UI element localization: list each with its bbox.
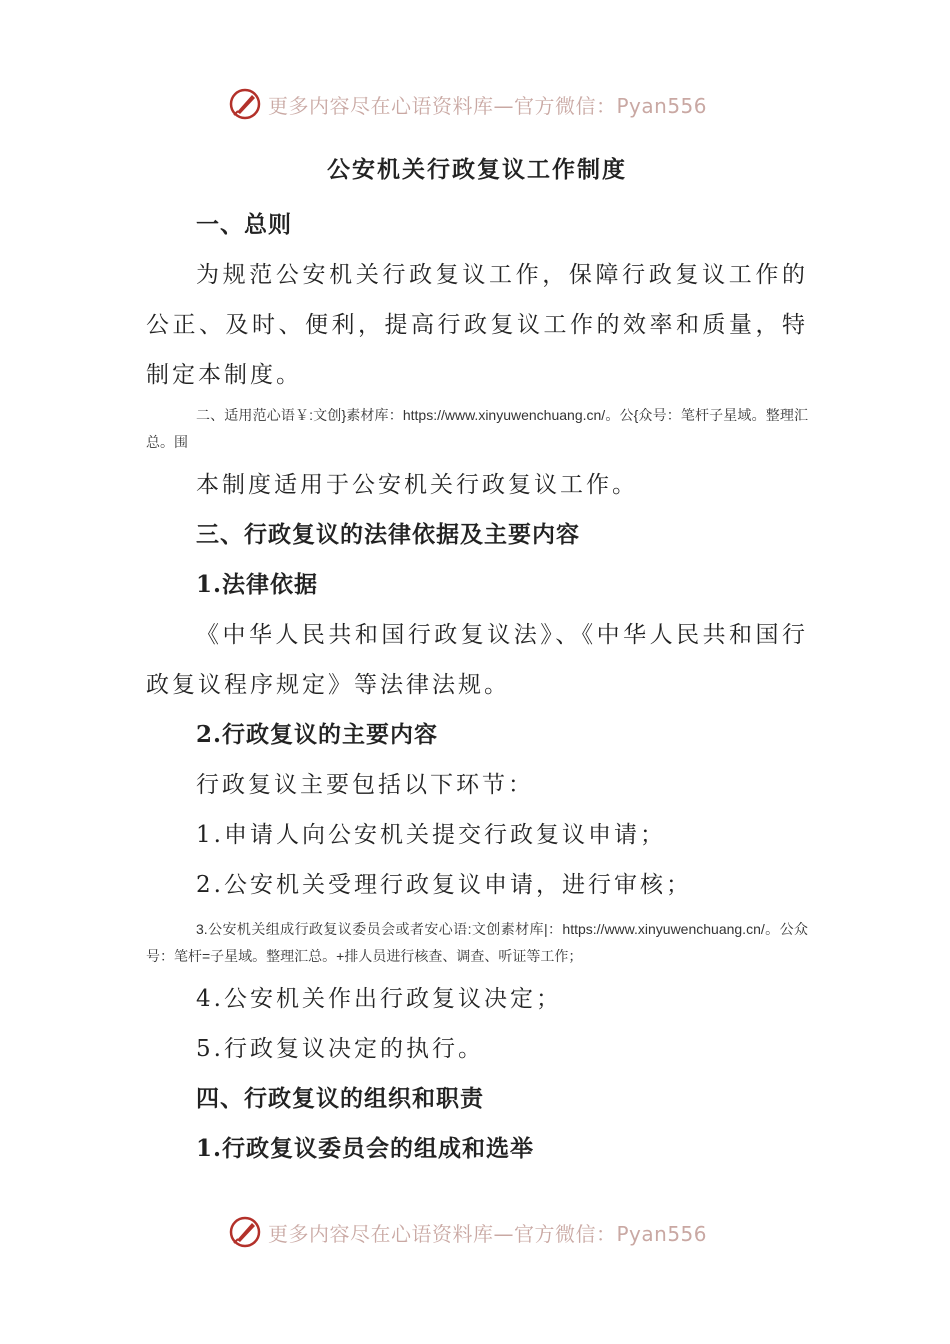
section-heading-legal-basis: 三、行政复议的法律依据及主要内容 [196,521,580,548]
paragraph-purpose: 为规范公安机关行政复议工作，保障行政复议工作的公正、及时、便利，提高行政复议工作的效率和质量，特制定本制度。 [146,262,808,388]
document-title: 公安机关行政复议工作制度 [327,156,627,183]
paragraph-steps-intro: 行政复议主要包括以下环节： [196,772,534,798]
list-item-3: 3.公安机关组成行政复议委员会或者安心语:文创素材库|：https://www.xinyuwenchuang.cn/。公众号：笔杆=子星域。整理汇总。+排人员进行核查、调查、听证等工作； [146,921,808,964]
watermark-text: 更多内容尽在心语资料库—官方微信：Pyan556 [268,1221,708,1246]
section-heading-general: 一、总则 [196,211,292,238]
quill-pen-logo-icon [228,1215,262,1249]
paragraph-scope-heading: 二、适用范心语￥:文创}素材库：https://www.xinyuwenchuang.cn/。公{众号：笔杆子星域。整理汇总。围 [146,407,808,450]
list-item-5: 5.行政复议决定的执行。 [196,1036,484,1062]
watermark-text: 更多内容尽在心语资料库—官方微信：Pyan556 [268,93,708,118]
subheading-committee: 1.行政复议委员会的组成和选举 [196,1135,535,1162]
paragraph-laws: 《中华人民共和国行政复议法》、《中华人民共和国行政复议程序规定》等法律法规。 [146,622,808,698]
subheading-main-content: 2.行政复议的主要内容 [196,721,439,748]
header-watermark-banner [228,82,707,126]
quill-pen-logo-icon [228,87,262,121]
footer-watermark-banner [228,1210,707,1254]
subheading-legal-basis: 1.法律依据 [196,571,319,598]
list-item-2: 2.公安机关受理行政复议申请，进行审核； [196,872,692,898]
list-item-4: 4.公安机关作出行政复议决定； [196,986,562,1012]
list-item-1: 1.申请人向公安机关提交行政复议申请； [196,822,666,848]
paragraph-scope: 本制度适用于公安机关行政复议工作。 [196,472,638,498]
document-body [146,150,808,1174]
section-heading-organization: 四、行政复议的组织和职责 [196,1085,484,1112]
